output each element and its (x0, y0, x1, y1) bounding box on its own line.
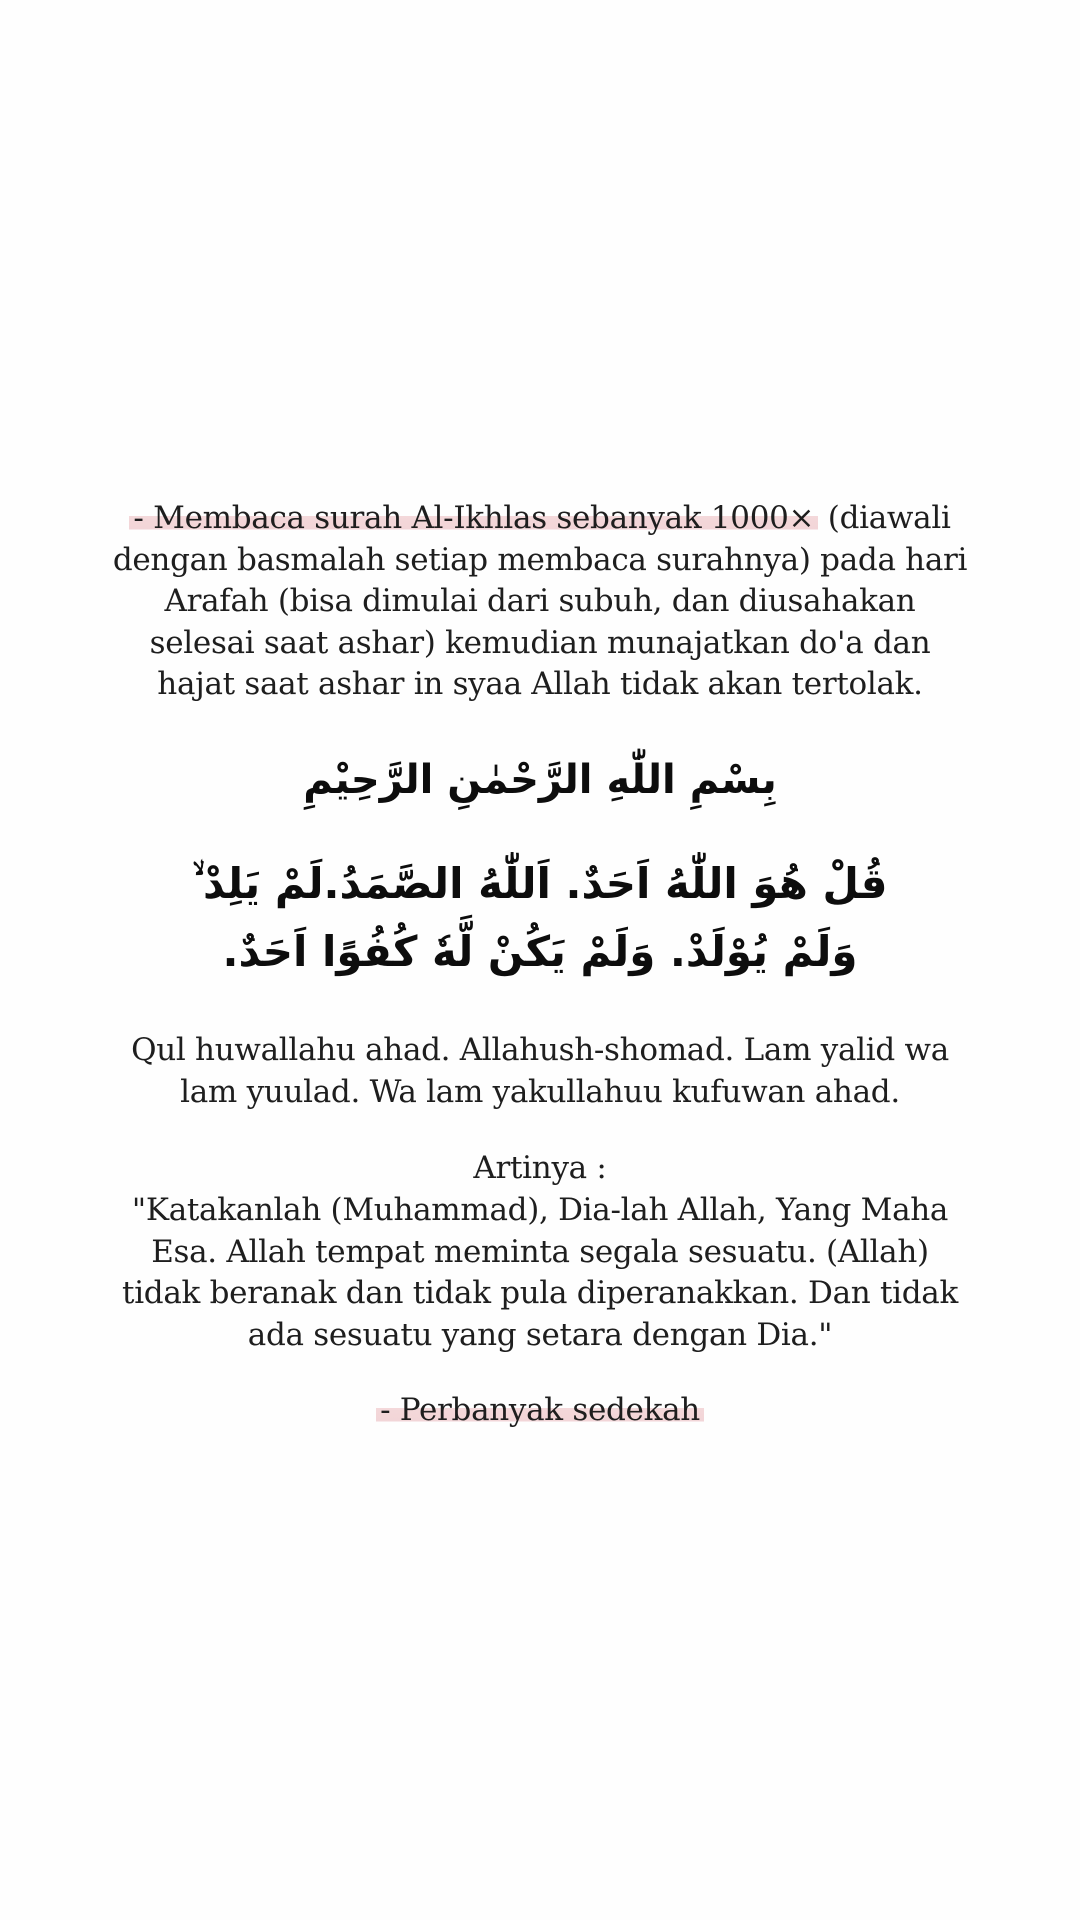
basmalah-arabic: بِسْمِ اللّٰهِ الرَّحْمٰنِ الرَّحِيْمِ (303, 757, 777, 803)
artinya-translation: "Katakanlah (Muhammad), Dia-lah Allah, Yang Maha Esa. Allah tempat meminta segala sesuatu. (Allah) tidak beranak dan tidak pula diperanakkan. Dan tidak ada sesuatu yang setara dengan Dia." (122, 1192, 958, 1353)
ayat-line-2: وَلَمْ يُوْلَدْ. وَلَمْ يَكُنْ لَّهٗ كُفُوًا اَحَدٌ. (222, 927, 858, 976)
intro-paragraph (110, 498, 970, 706)
artinya-label: Artinya : (473, 1150, 607, 1186)
latin-transliteration: Qul huwallahu ahad. Allahush-shomad. Lam yalid wa lam yuulad. Wa lam yakullahuu kufuwan ahad. (131, 1032, 949, 1110)
intro-rest-text: (diawali dengan basmalah setiap membaca surahnya) pada hari Arafah (bisa dimulai dari subuh, dan diusahakan selesai saat ashar) kemudian munajatkan do'a dan hajat saat ashar in syaa Allah tidak akan tertolak. (112, 500, 968, 702)
second-point (110, 1390, 970, 1432)
surah-al-ikhlas-arabic (100, 850, 980, 986)
highlighted-sedekah: - Perbanyak sedekah (376, 1392, 704, 1428)
highlighted-instruction: - Membaca surah Al-Ikhlas sebanyak 1000× (129, 500, 818, 536)
ayat-line-1: قُلْ هُوَ اللّٰهُ اَحَدٌ. اَللّٰهُ الصَّمَدُ.لَمْ يَلِدْ ۙ (192, 859, 888, 908)
